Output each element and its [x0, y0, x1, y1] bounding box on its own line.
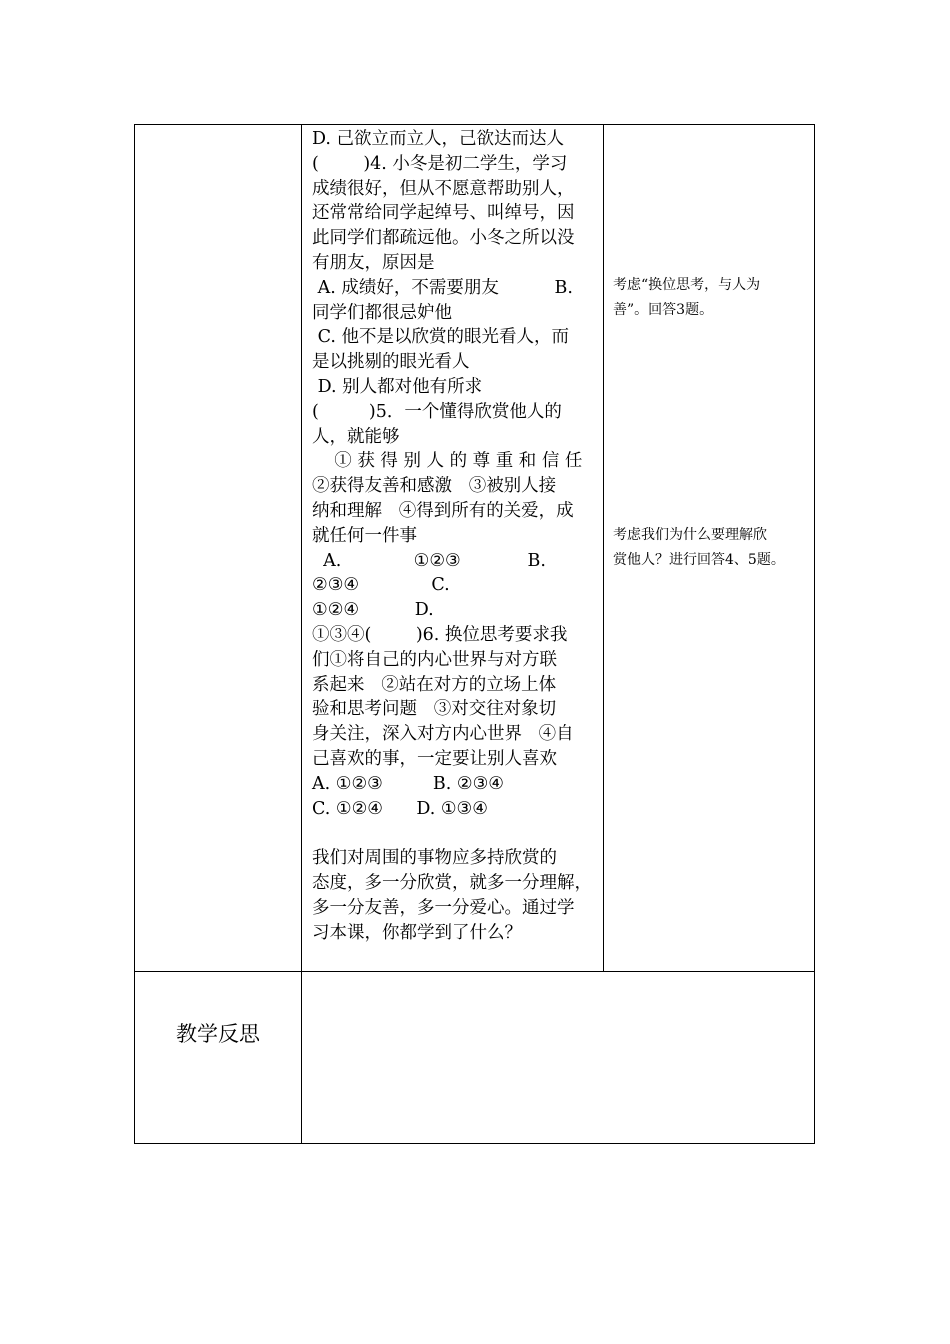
teaching-reflection-area: [302, 972, 814, 1143]
summary-line: 态度，多一分欣赏，就多一分理解，: [312, 872, 592, 893]
main-line: A. 成绩好，不需要朋友 B.: [312, 277, 573, 298]
main-line: 成绩很好，但从不愿意帮助别人，: [312, 178, 575, 199]
main-line: 纳和理解 ④得到所有的关爱，成: [312, 500, 574, 521]
lesson-plan-table: [134, 124, 815, 1144]
main-line: 还常常给同学起绰号、叫绰号，因: [312, 203, 575, 224]
main-line: ( )5．一个懂得欣赏他人的: [312, 401, 562, 422]
note-line: 考虑我们为什么要理解欣: [613, 527, 767, 543]
main-line: 身关注，深入对方内心世界 ④自: [312, 724, 574, 745]
main-line: 己喜欢的事，一定要让别人喜欢: [312, 748, 557, 769]
teaching-note-2: [613, 523, 811, 573]
note-line: 考虑“换位思考，与人为: [613, 277, 761, 293]
main-line: ( )4. 小冬是初二学生，学习: [312, 153, 568, 174]
column-divider-2: [603, 125, 604, 971]
main-line: A. ①②③ B.: [312, 550, 546, 571]
main-line: A. ①②③ B. ②③④: [312, 773, 504, 794]
summary-line: 我们对周围的事物应多持欣赏的: [312, 848, 557, 869]
main-line: 此同学们都疏远他。小冬之所以没: [312, 228, 575, 249]
main-line: 们①将自己的内心世界与对方联: [312, 649, 557, 670]
summary-line: 多一分友善，多一分爱心。通过学: [312, 897, 575, 918]
main-line: ②获得友善和感激 ③被别人接: [312, 476, 557, 497]
main-line: D. 别人都对他有所求: [312, 376, 483, 397]
note-line: 赏他人？进行回答4、5题。: [613, 552, 785, 568]
main-line: C. 他不是以欣赏的眼光看人，而: [312, 327, 569, 348]
main-line: ①②④ D.: [312, 600, 434, 621]
main-line: 系起来 ②站在对方的立场上体: [312, 674, 557, 695]
main-line: D. 己欲立而立人，己欲达而达人: [312, 129, 565, 149]
teaching-note-1: [613, 273, 811, 323]
main-line: 人，就能够: [312, 426, 400, 447]
summary-line: 习本课，你都学到了什么？: [312, 922, 522, 943]
main-content: [312, 127, 602, 945]
main-line: ① 获 得 别 人 的 尊 重 和 信 任: [312, 451, 583, 472]
main-line: C. ①②④ D. ①③④: [312, 798, 488, 819]
main-line: ②③④ C.: [312, 575, 450, 596]
teaching-reflection-label: 教学反思: [176, 1022, 260, 1046]
main-line: 验和思考问题 ③对交往对象切: [312, 699, 557, 720]
note-line: 善”。回答3题。: [613, 302, 714, 318]
main-line: 是以挑剔的眼光看人: [312, 352, 470, 373]
main-line: 同学们都很忌妒他: [312, 302, 452, 323]
main-line: 就任何一件事: [312, 525, 417, 546]
main-line: 有朋友，原因是: [312, 252, 435, 273]
main-line: ①③④( )6. 换位思考要求我: [312, 624, 568, 645]
